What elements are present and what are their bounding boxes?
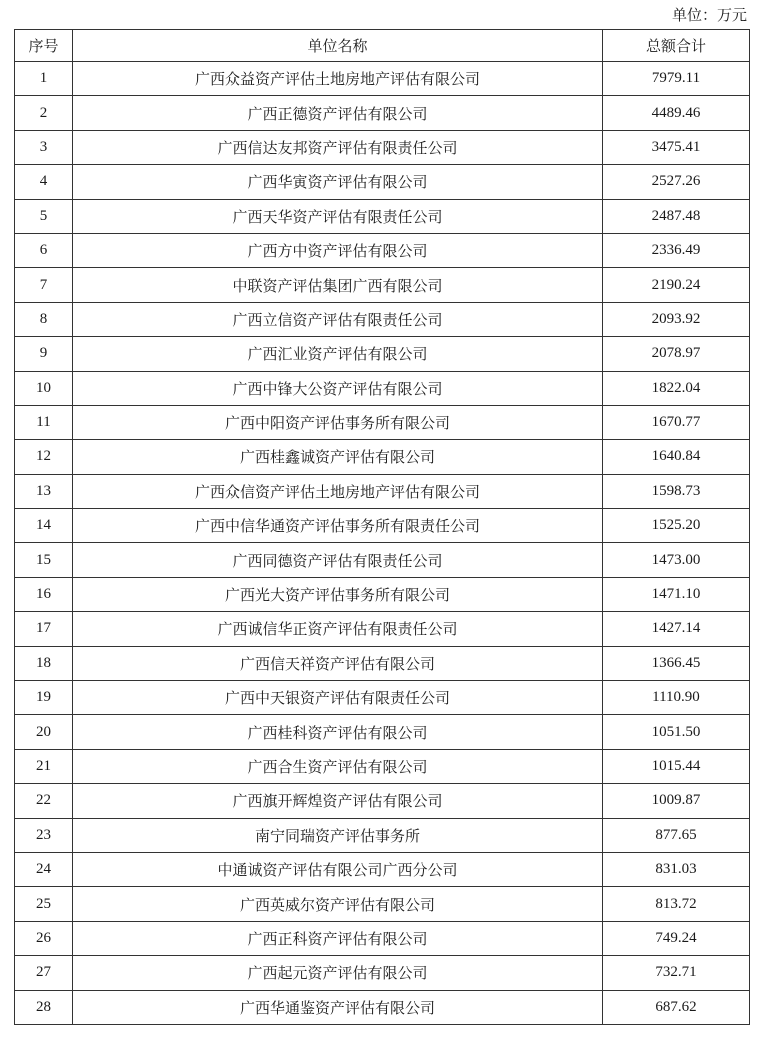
cell-seq: 28 [15,990,73,1024]
table-row [15,887,750,921]
table-header [15,30,750,62]
table-row [15,921,750,955]
cell-firm-name: 广西英威尔资产评估有限公司 [73,887,603,921]
cell-total: 4489.46 [603,96,750,130]
cell-total: 813.72 [603,887,750,921]
header-seq: 序号 [15,30,73,62]
table-row [15,405,750,439]
cell-firm-name: 广西旗开辉煌资产评估有限公司 [73,784,603,818]
cell-firm-name: 广西桂鑫诚资产评估有限公司 [73,440,603,474]
cell-firm-name: 广西信达友邦资产评估有限责任公司 [73,130,603,164]
cell-total: 1822.04 [603,371,750,405]
table-row [15,715,750,749]
cell-total: 7979.11 [603,62,750,96]
cell-firm-name: 广西正德资产评估有限公司 [73,96,603,130]
table-row [15,165,750,199]
cell-firm-name: 广西同德资产评估有限责任公司 [73,543,603,577]
table-row [15,474,750,508]
cell-firm-name: 广西信天祥资产评估有限公司 [73,646,603,680]
cell-total: 1670.77 [603,405,750,439]
cell-seq: 7 [15,268,73,302]
cell-seq: 20 [15,715,73,749]
table-row [15,577,750,611]
cell-seq: 14 [15,509,73,543]
cell-seq: 23 [15,818,73,852]
cell-seq: 15 [15,543,73,577]
cell-firm-name: 广西桂科资产评估有限公司 [73,715,603,749]
cell-seq: 11 [15,405,73,439]
header-total: 总额合计 [603,30,750,62]
table-row [15,990,750,1024]
table-row [15,302,750,336]
table-row [15,852,750,886]
cell-seq: 5 [15,199,73,233]
cell-seq: 13 [15,474,73,508]
header-name: 单位名称 [73,30,603,62]
cell-firm-name: 中通诚资产评估有限公司广西分公司 [73,852,603,886]
cell-seq: 9 [15,337,73,371]
cell-firm-name: 广西中阳资产评估事务所有限公司 [73,405,603,439]
cell-firm-name: 广西中天银资产评估有限责任公司 [73,681,603,715]
cell-seq: 16 [15,577,73,611]
cell-firm-name: 广西华寅资产评估有限公司 [73,165,603,199]
cell-seq: 24 [15,852,73,886]
cell-seq: 3 [15,130,73,164]
cell-total: 2078.97 [603,337,750,371]
cell-total: 1598.73 [603,474,750,508]
table-body [15,62,750,1025]
cell-firm-name: 广西立信资产评估有限责任公司 [73,302,603,336]
cell-firm-name: 广西汇业资产评估有限公司 [73,337,603,371]
cell-firm-name: 广西天华资产评估有限责任公司 [73,199,603,233]
cell-total: 3475.41 [603,130,750,164]
cell-total: 749.24 [603,921,750,955]
cell-seq: 17 [15,612,73,646]
cell-total: 2487.48 [603,199,750,233]
table-row [15,233,750,267]
cell-seq: 18 [15,646,73,680]
table-row [15,199,750,233]
cell-firm-name: 广西起元资产评估有限公司 [73,956,603,990]
table-row [15,96,750,130]
cell-seq: 26 [15,921,73,955]
cell-seq: 21 [15,749,73,783]
cell-total: 2190.24 [603,268,750,302]
cell-seq: 4 [15,165,73,199]
cell-firm-name: 广西诚信华正资产评估有限责任公司 [73,612,603,646]
table-row [15,268,750,302]
cell-total: 732.71 [603,956,750,990]
cell-firm-name: 南宁同瑞资产评估事务所 [73,818,603,852]
table-row [15,440,750,474]
table-row [15,337,750,371]
cell-firm-name: 广西方中资产评估有限公司 [73,233,603,267]
cell-firm-name: 广西正科资产评估有限公司 [73,921,603,955]
cell-total: 831.03 [603,852,750,886]
cell-total: 877.65 [603,818,750,852]
cell-firm-name: 中联资产评估集团广西有限公司 [73,268,603,302]
cell-seq: 10 [15,371,73,405]
cell-firm-name: 广西光大资产评估事务所有限公司 [73,577,603,611]
table-row [15,130,750,164]
cell-total: 1110.90 [603,681,750,715]
cell-total: 1366.45 [603,646,750,680]
cell-total: 1009.87 [603,784,750,818]
cell-seq: 27 [15,956,73,990]
table-row [15,956,750,990]
table-row [15,371,750,405]
cell-firm-name: 广西众益资产评估土地房地产评估有限公司 [73,62,603,96]
unit-label: 单位：万元 [671,6,747,24]
cell-total: 1473.00 [603,543,750,577]
cell-total: 1427.14 [603,612,750,646]
cell-seq: 12 [15,440,73,474]
table-row [15,543,750,577]
cell-total: 1015.44 [603,749,750,783]
cell-firm-name: 广西华通鉴资产评估有限公司 [73,990,603,1024]
table-row [15,646,750,680]
cell-total: 2093.92 [603,302,750,336]
cell-total: 1051.50 [603,715,750,749]
cell-seq: 6 [15,233,73,267]
table-row [15,784,750,818]
table-row [15,62,750,96]
cell-seq: 2 [15,96,73,130]
cell-total: 1640.84 [603,440,750,474]
header-row [15,30,750,62]
table-row [15,681,750,715]
table-row [15,612,750,646]
cell-total: 1471.10 [603,577,750,611]
cell-seq: 25 [15,887,73,921]
firm-ranking-table [14,29,750,1025]
cell-seq: 19 [15,681,73,715]
table-row [15,749,750,783]
cell-total: 2336.49 [603,233,750,267]
cell-firm-name: 广西众信资产评估土地房地产评估有限公司 [73,474,603,508]
cell-firm-name: 广西中信华通资产评估事务所有限责任公司 [73,509,603,543]
cell-total: 1525.20 [603,509,750,543]
cell-seq: 8 [15,302,73,336]
cell-seq: 22 [15,784,73,818]
cell-seq: 1 [15,62,73,96]
cell-firm-name: 广西合生资产评估有限公司 [73,749,603,783]
cell-firm-name: 广西中锋大公资产评估有限公司 [73,371,603,405]
table-row [15,818,750,852]
cell-total: 2527.26 [603,165,750,199]
table-row [15,509,750,543]
cell-total: 687.62 [603,990,750,1024]
